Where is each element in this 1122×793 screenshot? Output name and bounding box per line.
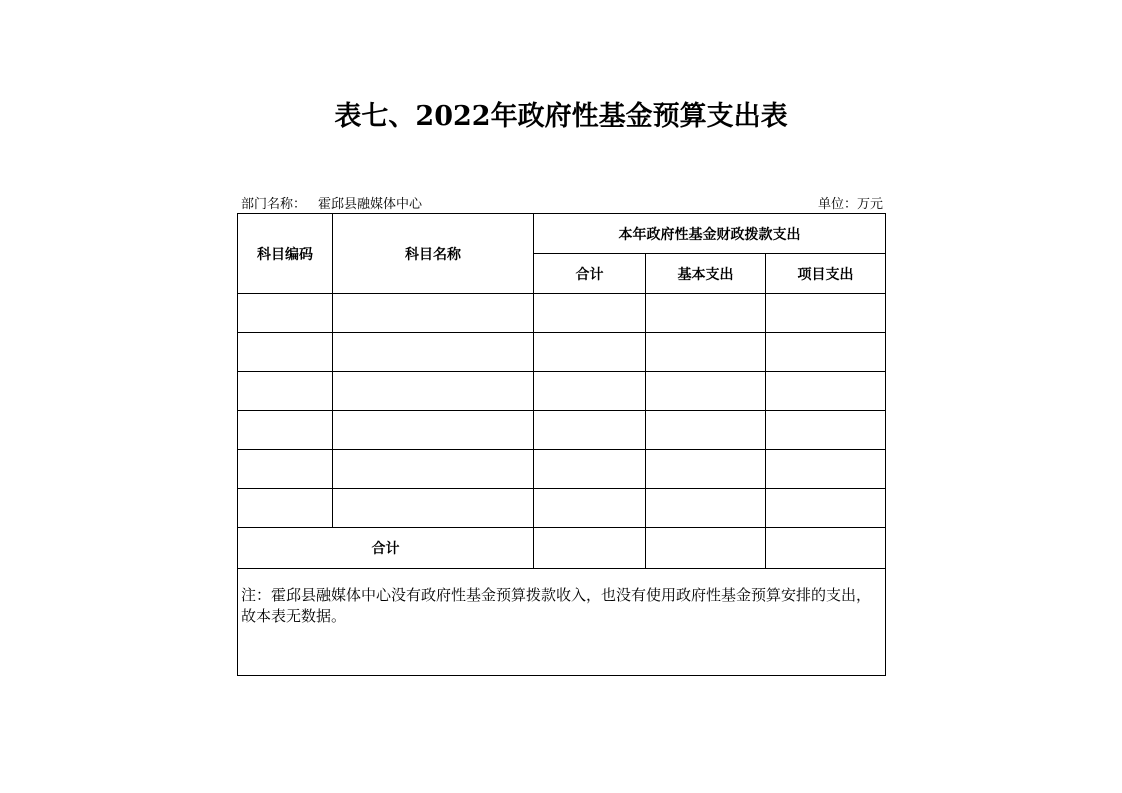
budget-table [237,213,886,676]
cell-project [766,294,886,333]
table-note: 注：霍邱县融媒体中心没有政府性基金预算拨款收入，也没有使用政府性基金预算安排的支出，故本表无数据。 [238,569,886,676]
cell-subject-name [333,294,534,333]
header-basic-expenditure: 基本支出 [646,254,766,294]
cell-total [534,450,646,489]
total-row-project [766,528,886,569]
note-row [238,569,886,676]
cell-total [534,333,646,372]
cell-subject-code [238,411,333,450]
cell-basic [646,450,766,489]
cell-total [534,411,646,450]
cell-subject-code [238,294,333,333]
page-title: 表七、2022年政府性基金预算支出表 [334,101,788,132]
cell-project [766,372,886,411]
cell-subject-name [333,489,534,528]
total-row-basic [646,528,766,569]
header-subject-code: 科目编码 [238,214,333,294]
cell-subject-name [333,411,534,450]
header-project-expenditure: 项目支出 [766,254,886,294]
header-fund-expenditure-group: 本年政府性基金财政拨款支出 [534,214,886,254]
cell-subject-code [238,333,333,372]
cell-subject-code [238,489,333,528]
table-row [238,294,886,333]
header-subject-name: 科目名称 [333,214,534,294]
department-info [241,193,422,212]
unit-label: 单位：万元 [817,197,883,212]
cell-subject-name [333,372,534,411]
cell-subject-name [333,450,534,489]
table-row [238,450,886,489]
cell-basic [646,489,766,528]
header-total: 合计 [534,254,646,294]
cell-total [534,372,646,411]
cell-project [766,450,886,489]
header-row-1 [238,214,886,254]
total-row [238,528,886,569]
cell-subject-name [333,333,534,372]
total-row-label: 合计 [238,528,534,569]
table-row [238,411,886,450]
cell-total [534,294,646,333]
cell-basic [646,333,766,372]
table-row [238,333,886,372]
cell-basic [646,372,766,411]
cell-project [766,411,886,450]
cell-basic [646,294,766,333]
cell-project [766,489,886,528]
department-label: 部门名称： [241,197,307,212]
table-row [238,489,886,528]
cell-subject-code [238,372,333,411]
total-row-total [534,528,646,569]
department-name: 霍邱县融媒体中心 [318,197,423,212]
cell-subject-code [238,450,333,489]
table-row [238,372,886,411]
cell-total [534,489,646,528]
cell-basic [646,411,766,450]
cell-project [766,333,886,372]
